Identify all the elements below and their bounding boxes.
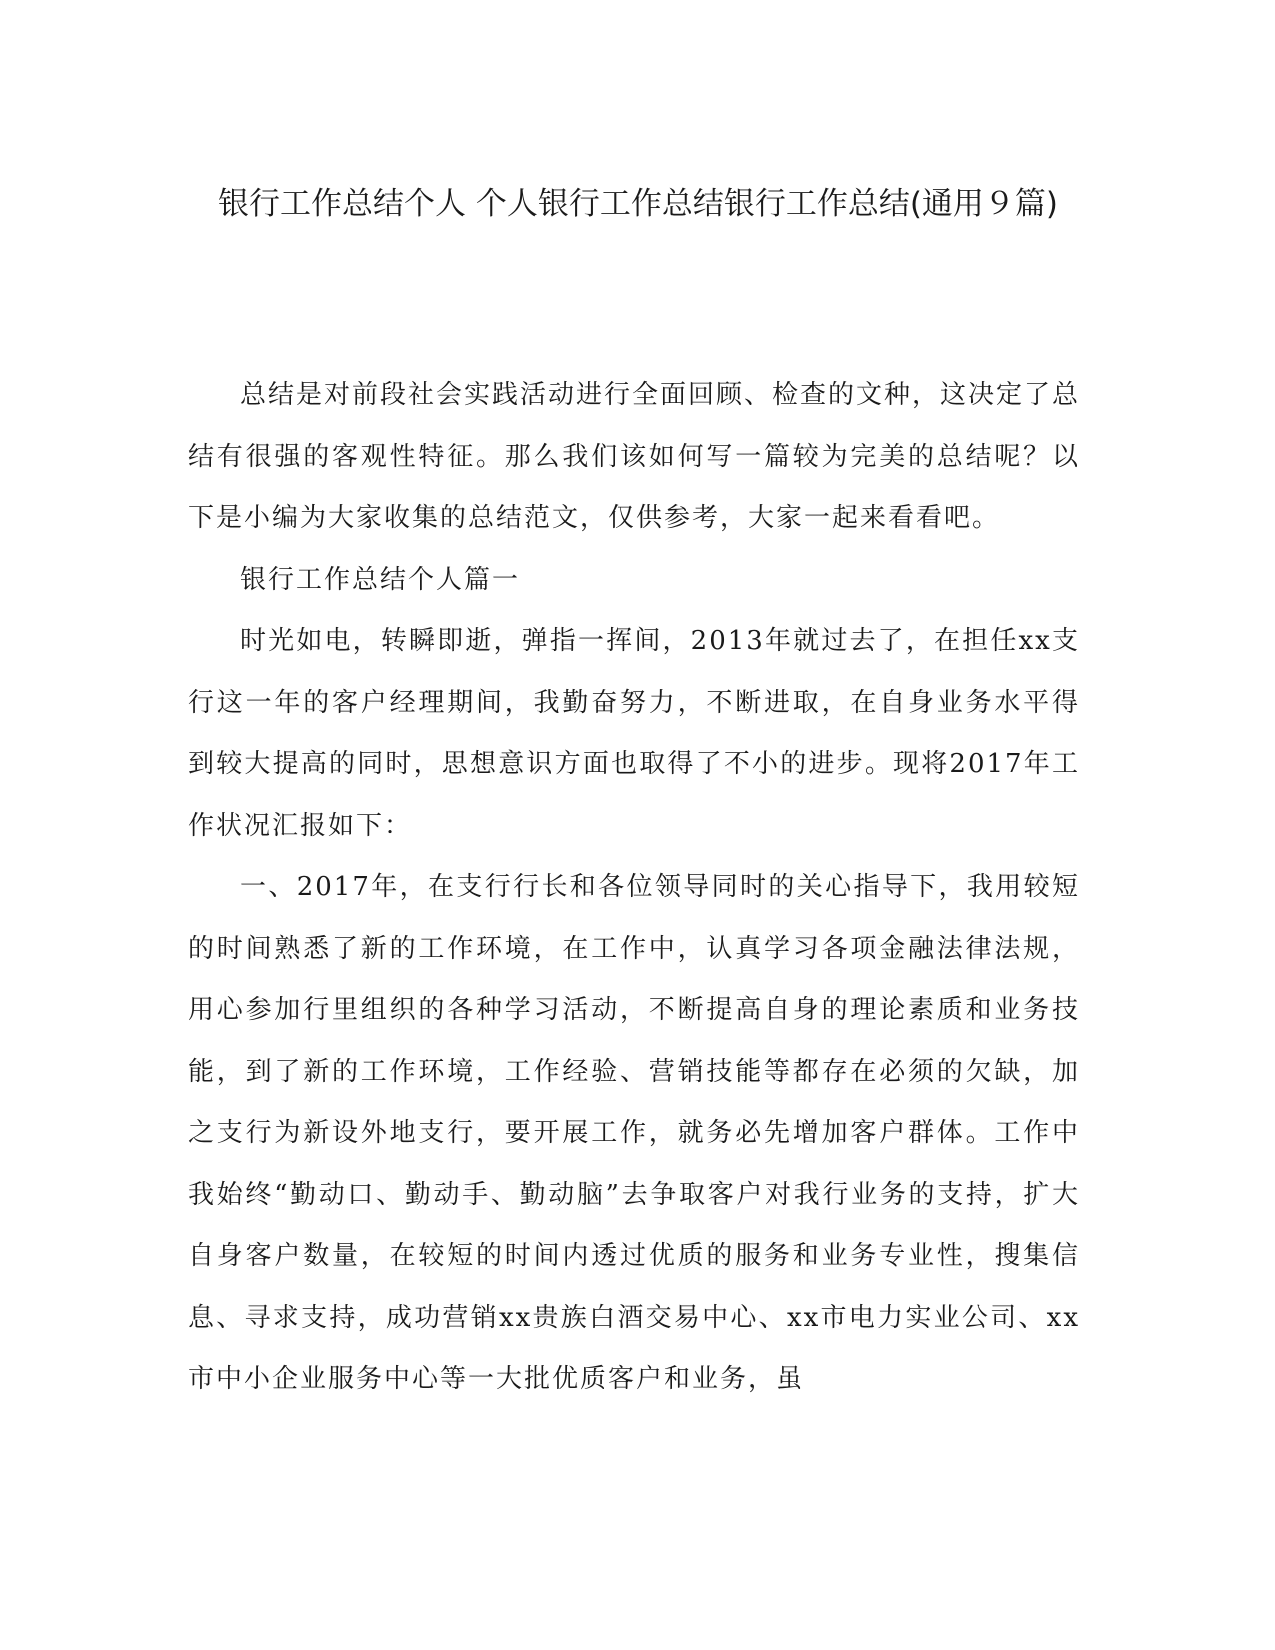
document-title: 银行工作总结个人 个人银行工作总结银行工作总结(通用９篇) xyxy=(217,186,1059,222)
paragraph: 一、2017年，在支行行长和各位领导同时的关心指导下，我用较短的时间熟悉了新的工作环境，在工作中，认真学习各项金融法律法规，用心参加行里组织的各种学习活动，不断提高自身的理论素质和业务技能，到了新的工作环境，工作经验、营销技能等都存在必须的欠缺，加之支行为新设外地支行，要开展工作，就务必先增加客户群体。工作中我始终“勤动口、勤动手、勤动脑”去争取客户对我行业务的支持，扩大自身客户数量，在较短的时间内透过优质的服务和业务专业性，搜集信息、寻求支持，成功营销xx贵族白酒交易中心、xx市电力实业公司、xx市中小企业服务中心等一大批优质客户和业务，虽 xyxy=(188,872,1080,1394)
paragraph-intro: 总结是对前段社会实践活动进行全面回顾、检查的文种，这决定了总结有很强的客观性特征。那么我们该如何写一篇较为完美的总结呢？以下是小编为大家收集的总结范文，仅供参考，大家一起来看看吧。 xyxy=(188,380,1081,533)
paragraph: 时光如电，转瞬即逝，弹指一挥间，2013年就过去了，在担任xx支行这一年的客户经理期间，我勤奋努力，不断进取，在自身业务水平得到较大提高的同时，思想意识方面也取得了不小的进步。现将2017年工作状况汇报如下： xyxy=(188,626,1080,841)
document-body xyxy=(188,365,1080,1411)
section-heading: 银行工作总结个人篇一 xyxy=(240,564,521,595)
